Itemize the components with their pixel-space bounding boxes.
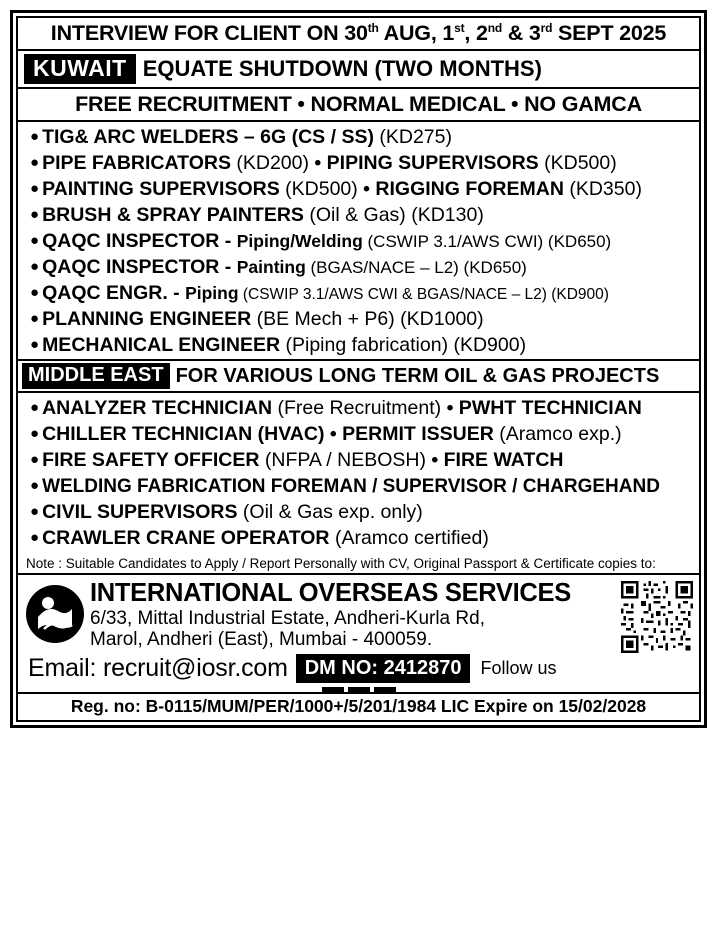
job-detail: (KD200) [230, 151, 315, 174]
list-item [18, 421, 699, 447]
bullet-icon: ● [30, 398, 40, 416]
list-item [18, 124, 699, 150]
job-title: FIRE SAFETY OFFICER [42, 448, 260, 471]
job-detail: (Oil & Gas) (KD130) [303, 203, 484, 226]
bar-segment [322, 687, 344, 692]
list-item [18, 280, 699, 306]
ad-inner-border [16, 16, 701, 722]
bullet-icon: ● [30, 127, 40, 145]
bullet-icon: ● [30, 309, 40, 327]
company-address-line-1: 6/33, Mittal Industrial Estate, Andheri-Kurla Rd, [90, 607, 485, 629]
country-client-row [18, 51, 699, 89]
list-item [18, 473, 699, 499]
job-detail: (CSWIP 3.1/AWS CWI & BGAS/NACE – L2) (KD900) [238, 285, 609, 303]
job-specialty: Painting [236, 256, 306, 277]
interview-headline [24, 21, 693, 46]
decorative-bars [18, 685, 699, 692]
headline-part-4: & 3 [502, 21, 541, 46]
job-title-2: • PIPING SUPERVISORS [314, 151, 539, 174]
list-item [18, 150, 699, 176]
headline-sup-4: rd [540, 21, 553, 35]
list-item [18, 228, 699, 254]
job-title: CIVIL SUPERVISORS [42, 501, 238, 524]
bullet-icon: ● [30, 529, 40, 547]
job-detail: (NFPA / NEBOSH) [259, 448, 432, 471]
list-item [18, 202, 699, 228]
registration-text: Reg. no: B-0115/MUM/PER/1000+/5/201/1984 LIC Expire on 15/02/2028 [18, 692, 699, 720]
list-item [18, 526, 699, 552]
headline-sup-3: nd [487, 21, 502, 35]
ad-frame [10, 10, 707, 728]
bullet-icon: ● [30, 283, 40, 301]
list-item [18, 500, 699, 526]
headline-sup-2: st [454, 21, 465, 35]
job-title: BRUSH & SPRAY PAINTERS [42, 203, 304, 226]
bullet-icon: ● [30, 503, 40, 521]
job-detail: (KD275) [373, 125, 452, 148]
bullet-icon: ● [30, 179, 40, 197]
job-title-2: • RIGGING FOREMAN [363, 177, 564, 200]
headline-sup-1: th [367, 21, 379, 35]
list-item [18, 447, 699, 473]
job-title: ANALYZER TECHNICIAN [42, 396, 273, 419]
job-title: PAINTING SUPERVISORS [42, 177, 280, 200]
headline-part-5: SEPT 2025 [552, 21, 667, 46]
bar-segment [374, 687, 396, 692]
job-title: MECHANICAL ENGINEER [42, 333, 281, 356]
job-title: WELDING FABRICATION FOREMAN / SUPERVISOR / CHARGEHAND [42, 475, 660, 497]
list-item [18, 332, 699, 358]
kuwait-job-list [18, 122, 699, 359]
job-detail: (Free Recruitment) [272, 396, 447, 419]
job-title: QAQC ENGR. - [42, 281, 186, 304]
bullet-icon: ● [30, 476, 40, 494]
middle-east-title: FOR VARIOUS LONG TERM OIL & GAS PROJECTS [175, 364, 660, 387]
job-detail-2: (Aramco exp.) [493, 422, 622, 445]
job-title-2: • PWHT TECHNICIAN [446, 396, 642, 419]
job-title: QAQC INSPECTOR - [42, 255, 237, 278]
headline-row [18, 18, 699, 51]
job-title: PLANNING ENGINEER [42, 307, 252, 330]
middle-east-job-list [18, 393, 699, 552]
terms-row [18, 89, 699, 122]
company-address-line-2: Marol, Andheri (East), Mumbai - 400059. [90, 629, 433, 651]
job-title: TIG& ARC WELDERS – 6G (CS / SS) [42, 125, 374, 148]
company-block [18, 575, 699, 653]
job-detail: (Piping fabrication) (KD900) [280, 333, 527, 356]
bullet-icon: ● [30, 205, 40, 223]
country-tag-kuwait: KUWAIT [24, 54, 136, 84]
job-detail: (Oil & Gas exp. only) [237, 501, 423, 524]
headline-part-1: INTERVIEW FOR CLIENT ON 30 [50, 21, 368, 46]
job-title: QAQC INSPECTOR - [42, 229, 237, 252]
company-logo-icon [24, 583, 86, 645]
list-item [18, 306, 699, 332]
job-detail: (BE Mech + P6) (KD1000) [251, 307, 484, 330]
dm-number-badge: DM NO: 2412870 [296, 654, 471, 683]
bullet-icon: ● [30, 153, 40, 171]
job-detail: (CSWIP 3.1/AWS CWI) (KD650) [362, 231, 612, 251]
note-text: Note : Suitable Candidates to Apply / Report Personally with CV, Original Passport & Certificate copies to: [18, 553, 699, 575]
contact-row [18, 653, 699, 685]
bullet-icon: ● [30, 257, 40, 275]
bullet-icon: ● [30, 335, 40, 353]
job-detail: (Aramco certified) [329, 527, 489, 550]
qr-code-icon[interactable] [621, 581, 693, 653]
bullet-icon: ● [30, 231, 40, 249]
job-title: CHILLER TECHNICIAN (HVAC) [42, 422, 325, 445]
job-title-2: • FIRE WATCH [431, 448, 564, 471]
job-specialty: Piping/Welding [236, 230, 363, 251]
job-specialty: Piping [185, 282, 239, 303]
headline-part-2: AUG, 1 [378, 21, 455, 46]
job-detail-2: (KD500) [538, 151, 617, 174]
company-name: INTERNATIONAL OVERSEAS SERVICES [90, 578, 571, 607]
follow-us-label: Follow us [480, 657, 557, 678]
list-item [18, 176, 699, 202]
region-tag-middle-east: MIDDLE EAST [22, 363, 170, 389]
bullet-icon: ● [30, 450, 40, 468]
job-detail: (KD500) [279, 177, 364, 200]
list-item [18, 254, 699, 280]
job-detail: (BGAS/NACE – L2) (KD650) [305, 257, 527, 277]
headline-part-3: , 2 [464, 21, 488, 46]
bullet-icon: ● [30, 424, 40, 442]
terms-label: FREE RECRUITMENT • NORMAL MEDICAL • NO GAMCA [75, 92, 642, 117]
job-title: PIPE FABRICATORS [42, 151, 231, 174]
middle-east-header [18, 359, 699, 393]
client-project-label: EQUATE SHUTDOWN (TWO MONTHS) [142, 56, 542, 82]
job-detail-2: (KD350) [563, 177, 642, 200]
bar-segment [348, 687, 370, 692]
email-label[interactable]: Email: recruit@iosr.com [28, 653, 288, 682]
job-title-2: • PERMIT ISSUER [329, 422, 494, 445]
company-info [86, 579, 621, 652]
country-client-line [24, 54, 693, 84]
list-item [18, 395, 699, 421]
job-title: CRAWLER CRANE OPERATOR [42, 527, 330, 550]
